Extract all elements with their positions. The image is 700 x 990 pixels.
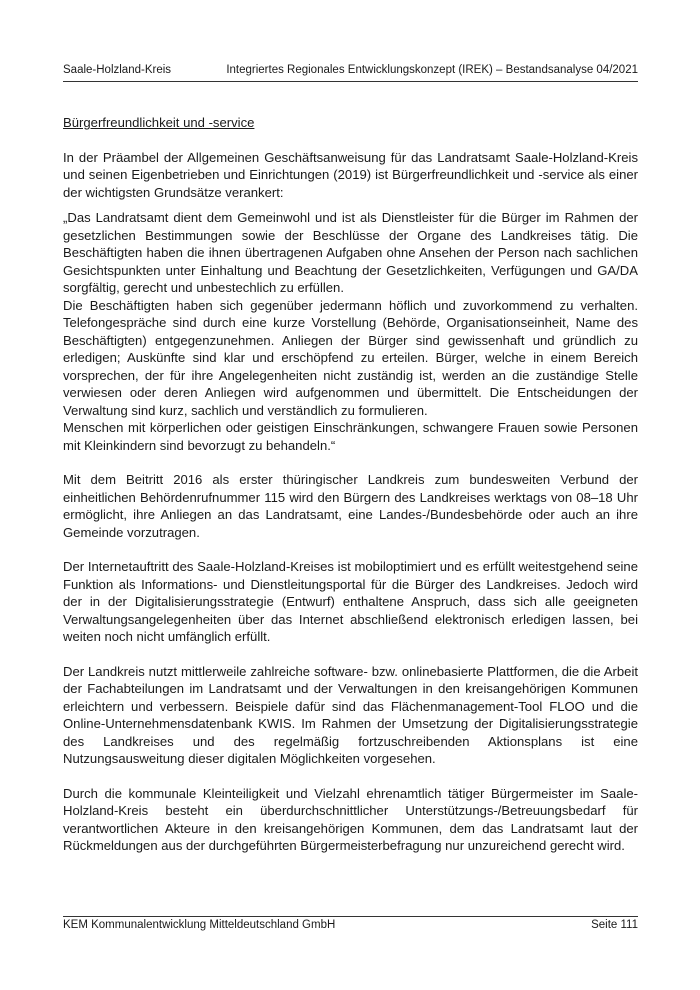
header-right: Integriertes Regionales Entwicklungskonzept (IREK) – Bestandsanalyse 04/2021 (226, 64, 638, 76)
quote-paragraph-3: Menschen mit körperlichen oder geistigen Einschränkungen, schwangere Frauen sowie Personen mit Kleinkindern sind bevorzugt zu behandeln.“ (63, 420, 638, 453)
section-heading: Bürgerfreundlichkeit und -service (63, 115, 255, 130)
footer-left: KEM Kommunalentwicklung Mitteldeutschland GmbH (63, 919, 336, 931)
quote-block (63, 209, 638, 454)
page-header (63, 63, 638, 82)
page-number: Seite 111 (591, 919, 638, 931)
paragraph-internet: Der Internetauftritt des Saale-Holzland-Kreises ist mobiloptimiert und es erfüllt weitestgehend seine Funktion als Informations- und Dienstleitungsportal für die Bürger des Landkreises. Jedoch wird der in der Digitalisierungsstrategie (Entwurf) enthaltene Anspruch, dass sich alle geeigneten Verwaltungsangelegenheiten über das Internet abschließend elektronisch erledigen lassen, bei weiten noch nicht umfänglich erfüllt. (63, 559, 638, 644)
paragraph-support: Durch die kommunale Kleinteiligkeit und Vielzahl ehrenamtlich tätiger Bürgermeister im Saale-Holzland-Kreis besteht ein überdurchschnittlicher Unterstützungs-/Betreuungsbedarf für verantwortlichen Akteure in den kreisangehörigen Kommunen, dem das Landratsamt laut der Rückmeldungen aus der durchgeführten Bürgermeisterbefragung nur unzureichend gerecht wird. (63, 785, 638, 853)
page-footer (63, 916, 638, 934)
paragraph-platforms: Der Landkreis nutzt mittlerweile zahlreiche software- bzw. onlinebasierte Plattformen, die die Arbeit der Fachabteilungen im Landratsamt und der Verwaltungen in den kreisangehörigen Kommunen erleichtern und verbessern. Beispiele dafür sind das Flächenmanagement-Tool FLOO und die Online-Unternehmensdatenbank KWIS. Im Rahmen der Umsetzung der Digitalisierungsstrategie des Landkreises und des regelmäßig fortzuschreibenden Aktionsplans ist eine Nutzungsausweitung dieser digitalen Möglichkeiten vorgesehen. (63, 663, 638, 766)
quote-paragraph-1: „Das Landratsamt dient dem Gemeinwohl und ist als Dienstleister für die Bürger im Rahmen der gesetzlichen Bestimmungen sowie der Beschlüsse der Organe des Landkreises tätig. Die Beschäftigten haben die ihnen übertragenen Aufgaben ohne Ansehen der Person nach sachlichen Gesichtspunkten unter Einhaltung und Beachtung der Gesetzlichkeiten, Verfügungen und GA/DA sorgfältig, gerecht und unbestechlich zu erfüllen. (63, 210, 638, 295)
document-body (63, 114, 638, 872)
quote-paragraph-2: Die Beschäftigten haben sich gegenüber jedermann höflich und zuvorkommend zu verhalten. Telefongespräche sind durch eine kurze Vorstellung (Behörde, Organisationseinheit, Name des Beschäftigten) entgegenzunehmen. Anliegen der Bürger sind gewissenhaft und gründlich zu erledigen; Auskünfte sind klar und erschöpfend zu erteilen. Bürger, welche in einem Bereich vorsprechen, der für ihre Angelegenheiten nicht zuständig ist, werden an die zuständige Stelle verwiesen oder deren Anliegen wird aufgenommen und übermittelt. Die Entscheidungen der Verwaltung sind kurz, sachlich und verständlich zu formulieren. (63, 297, 638, 418)
header-left: Saale-Holzland-Kreis (63, 64, 172, 76)
paragraph-intro: In der Präambel der Allgemeinen Geschäftsanweisung für das Landratsamt Saale-Holzland-Kreis und seinen Eigenbetrieben und Einrichtungen (2019) ist Bürgerfreundlichkeit und -service als einer der wichtigsten Grundsätze verankert: (63, 149, 638, 200)
paragraph-115: Mit dem Beitritt 2016 als erster thüringischer Landkreis zum bundesweiten Verbund der einheitlichen Behördenrufnummer 115 wird den Bürgern des Landkreises werktags von 08–18 Uhr ermöglicht, ihre Anliegen an das Landratsamt, eine Landes-/Bundesbehörde oder auch an ihre Gemeinde vorzutragen. (63, 472, 638, 540)
